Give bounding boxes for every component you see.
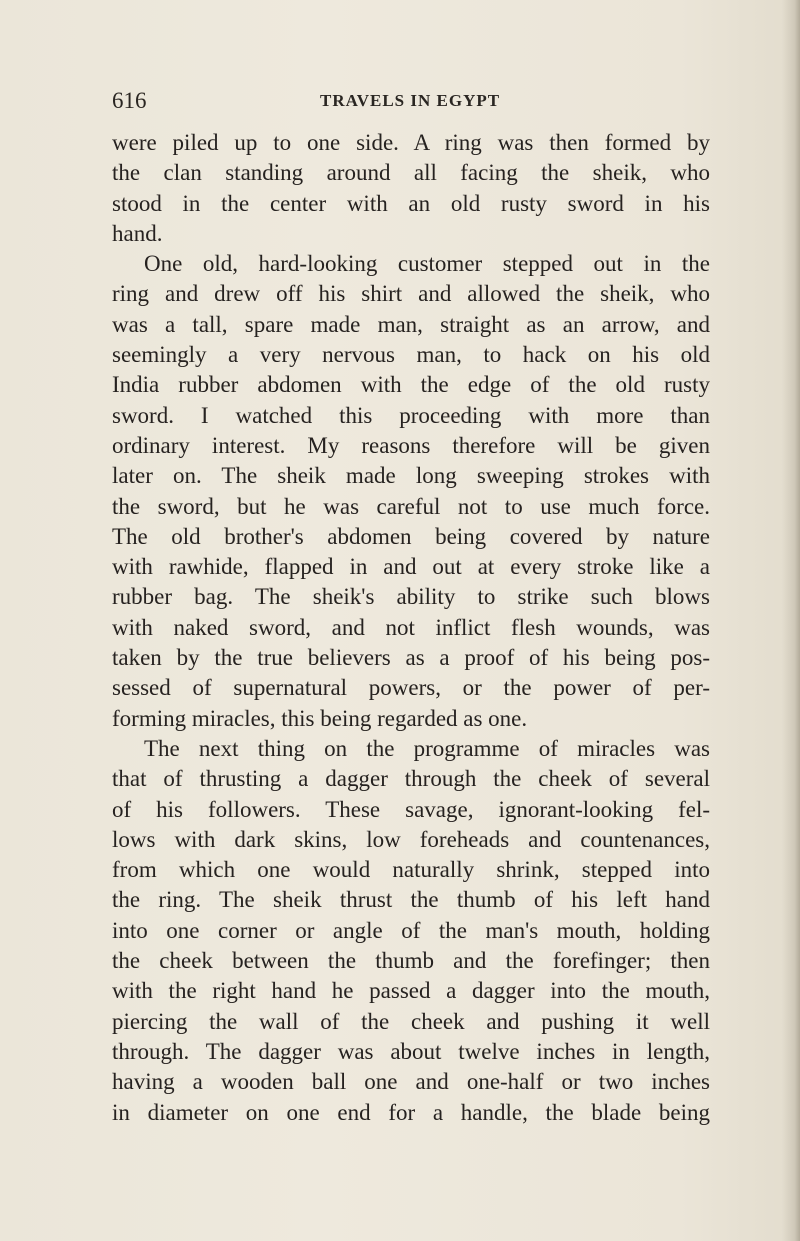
text-line: ring and drew off his shirt and allowed the sheik, who — [112, 281, 710, 307]
text-line: from which one would naturally shrink, stepped into — [112, 857, 710, 883]
text-line: India rubber abdomen with the edge of the old rusty — [112, 372, 710, 398]
text-line: of his followers. These savage, ignorant-looking fel- — [112, 796, 710, 822]
running-head: TRAVELS IN EGYPT — [320, 91, 501, 110]
text-line: stood in the center with an old rusty sword in his — [112, 190, 710, 216]
text-line-last: forming miracles, this being regarded as one. — [112, 705, 528, 731]
text-line: with rawhide, flapped in and out at every stroke like a — [112, 554, 710, 580]
text-line: through. The dagger was about twelve inches in length, — [112, 1038, 710, 1064]
text-line: One old, hard-looking customer stepped out in the — [144, 251, 710, 277]
page-edge-shadow — [782, 0, 800, 1241]
text-line: with the right hand he passed a dagger into the mouth, — [112, 978, 710, 1004]
text-line: were piled up to one side. A ring was then formed by — [112, 130, 710, 155]
text-line: lows with dark skins, low foreheads and countenances, — [112, 826, 710, 852]
text-line-last: hand. — [112, 220, 163, 246]
text-line: later on. The sheik made long sweeping strokes with — [112, 463, 710, 489]
text-line: sessed of supernatural powers, or the power of per- — [112, 675, 710, 701]
text-line: that of thrusting a dagger through the cheek of several — [112, 766, 710, 792]
text-line: the cheek between the thumb and the forefinger; then — [112, 948, 710, 974]
text-line: ordinary interest. My reasons therefore will be given — [112, 432, 710, 458]
text-line: The old brother's abdomen being covered by nature — [112, 523, 710, 549]
page-number: 616 — [112, 88, 147, 113]
text-line: was a tall, spare made man, straight as an arrow, and — [112, 311, 710, 337]
text-line: taken by the true believers as a proof of his being pos- — [112, 645, 710, 671]
body-text — [112, 128, 710, 1128]
text-line: sword. I watched this proceeding with more than — [112, 402, 710, 428]
text-line: The next thing on the programme of miracles was — [144, 735, 710, 761]
text-line: with naked sword, and not inflict flesh wounds, was — [112, 614, 710, 640]
page-header — [112, 88, 710, 118]
text-line: the clan standing around all facing the sheik, who — [112, 160, 710, 186]
text-line: seemingly a very nervous man, to hack on his old — [112, 342, 710, 368]
text-line: the ring. The sheik thrust the thumb of his left hand — [112, 887, 710, 913]
text-line: into one corner or angle of the man's mouth, holding — [112, 917, 710, 943]
text-line: rubber bag. The sheik's ability to strike such blows — [112, 584, 710, 610]
text-line: the sword, but he was careful not to use much force. — [112, 493, 710, 519]
text-line: in diameter on one end for a handle, the blade being — [112, 1099, 710, 1125]
text-line: piercing the wall of the cheek and pushing it well — [112, 1008, 710, 1034]
text-line: having a wooden ball one and one-half or two inches — [112, 1069, 710, 1095]
